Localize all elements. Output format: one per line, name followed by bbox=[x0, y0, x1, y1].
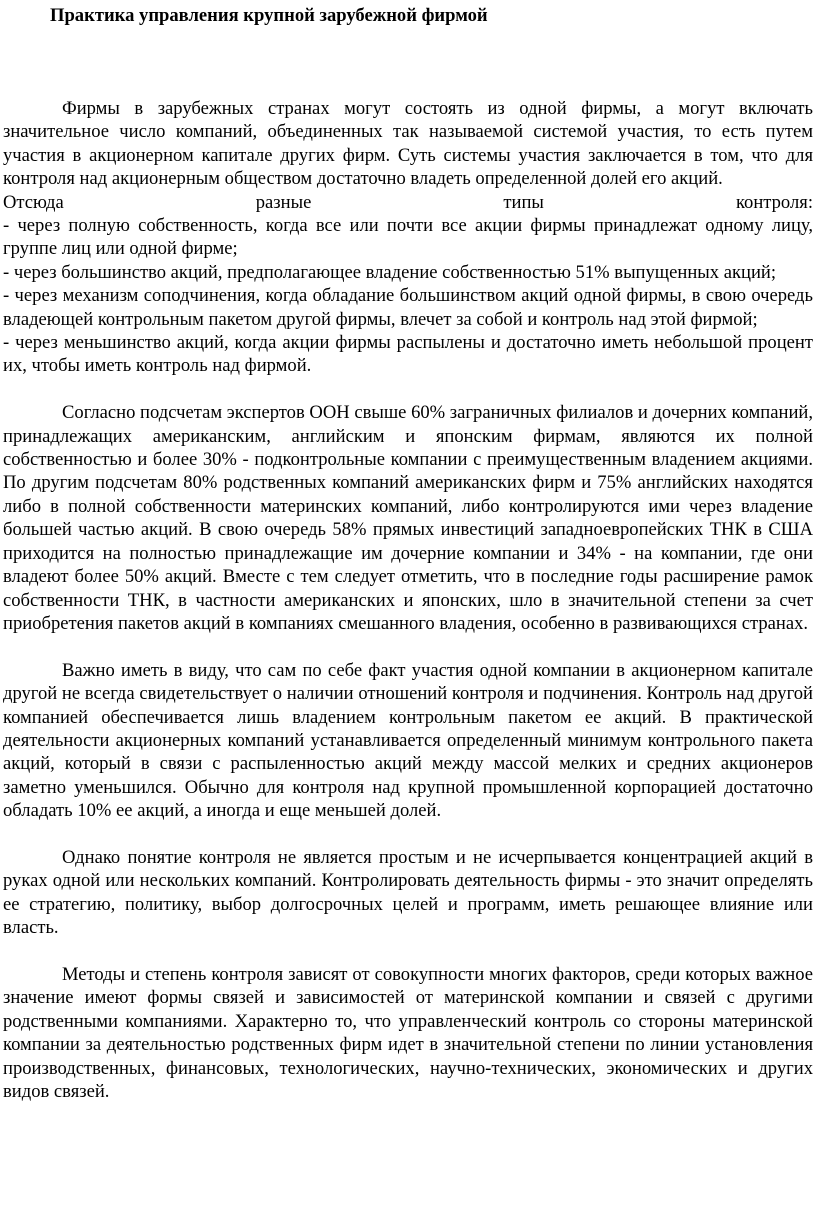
paragraph-un-experts: Согласно подсчетам экспертов ООН свыше 60% заграничных филиалов и дочерних компаний, принадлежащих американским, английским и японским фирмам, являются их полной собственностью и более 30% - подконтрольные компании с преимущественным владением акциями. По другим подсчетам 80% родственных компаний американских фирм и 75% английских находятся либо в полной собственности материнских компаний, либо контролируются ими через владение большей частью акций. В свою очередь 58% прямых инвестиций западноевропейских ТНК в США приходится на полностью принадлежащие им дочерние компании и 34% - на компании, где они владеют более 50% акций. Вместе с тем следует отметить, что в последние годы расширение рамок собственности ТНК, в частности американских и японских, шло в значительной степени за счет приобретения пакетов акций в компаниях смешанного владения, особенно в развивающихся странах. bbox=[3, 402, 813, 634]
list-item-subordination: - через механизм соподчинения, когда обладание большинством акций одной фирмы, в свою очередь владеющей контрольным пакетом другой фирмы, влечет за собой и контроль над этой фирмой; bbox=[3, 285, 813, 330]
document-body bbox=[3, 97, 813, 1103]
list-item-minority: - через меньшинство акций, когда акции фирмы распылены и достаточно иметь небольшой процент их, чтобы иметь контроль над фирмой. bbox=[3, 332, 813, 377]
control-types-lead-text: Отсюда разные типы контроля: bbox=[3, 191, 813, 213]
paragraph-participation: Важно иметь в виду, что сам по себе факт участия одной компании в акционерном капитале другой не всегда свидетельствует о наличии отношений контроля и подчинения. Контроль над другой компанией обеспечивается лишь владением контрольным пакетом ее акций. В практической деятельности акционерных компаний устанавливается определенный минимум контрольного пакета акций, который в связи с распыленностью акций между массой мелких и средних акционеров заметно уменьшился. Обычно для контроля над крупной промышленной корпорацией достаточно обладать 10% ее акций, а иногда и еще меньшей долей. bbox=[3, 659, 813, 822]
paragraph-intro: Фирмы в зарубежных странах могут состоять из одной фирмы, а могут включать значительное число компаний, объединенных так называемой системой участия, то есть путем участия в акционерном капитале других фирм. Суть системы участия заключается в том, что для контроля над акционерным обществом достаточно владеть определенной долей его акций. bbox=[3, 98, 813, 190]
document-title: Практика управления крупной зарубежной фирмой bbox=[50, 5, 488, 26]
control-types-lead bbox=[3, 191, 813, 214]
paragraph-control-methods: Методы и степень контроля зависят от совокупности многих факторов, среди которых важное значение имеют формы связей и зависимостей от материнской компании и связей с другими родственными компаниями. Характерно то, что управленческий контроль со стороны материнской компании за деятельностью родственных фирм идет в значительной степени по линии установления производственных, финансовых, технологических, научно-технических, экономических и других видов связей. bbox=[3, 963, 813, 1102]
list-item-majority: - через большинство акций, предполагающее владение собственностью 51% выпущенных акций; bbox=[3, 261, 777, 283]
paragraph-control-concept: Однако понятие контроля не является простым и не исчерпывается концентрацией акций в руках одной или нескольких компаний. Контролировать деятельность фирмы - это значит определять ее стратегию, политику, выбор долгосрочных целей и программ, иметь решающее влияние или власть. bbox=[3, 846, 813, 939]
list-item-full-ownership: - через полную собственность, когда все или почти все акции фирмы принадлежат одному лицу, группе лиц или одной фирме; bbox=[3, 215, 813, 260]
